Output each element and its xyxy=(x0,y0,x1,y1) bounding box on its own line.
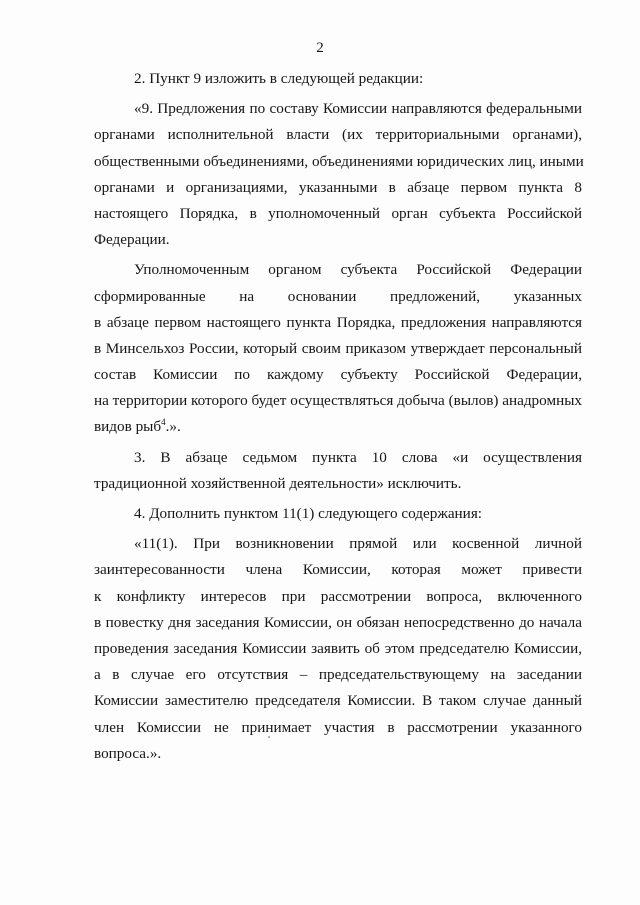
paragraph-authorized-body xyxy=(94,257,582,440)
text-line: 4. Дополнить пунктом 11(1) следующего содержания: xyxy=(134,505,483,522)
text-line: 2. Пункт 9 изложить в следующей редакции: xyxy=(134,70,424,87)
text-line: в повестку дня заседания Комиссии, он обязан непосредственно до начала xyxy=(94,613,582,631)
text-line: в абзаце первом настоящего пункта Порядка, предложения направляются xyxy=(94,313,582,331)
text-line: член Комиссии не принимает участия в рассмотрении указанного xyxy=(94,718,582,736)
text-line: органами и организациями, указанными в абзаце первом пункта 8 xyxy=(94,178,582,196)
paragraph-item-9-text xyxy=(94,96,582,253)
text-line: проведения заседания Комиссии заявить об этом председателю Комиссии, xyxy=(94,639,582,657)
text-line: традиционной хозяйственной деятельности» исключить. xyxy=(94,474,462,492)
document-body xyxy=(94,66,582,767)
text-fragment: .». xyxy=(165,418,181,436)
text-line: к конфликту интересов при рассмотрении вопроса, включенного xyxy=(94,587,582,605)
text-line: состав Комиссии по каждому субъекту Российской Федерации, xyxy=(94,366,582,384)
text-line: общественными объединениями, объединениями юридических лиц, иными xyxy=(94,152,584,170)
text-line: на территории которого будет осуществляться добыча (вылов) анадромных xyxy=(94,392,582,410)
paragraph-item-3 xyxy=(94,445,582,497)
text-line: сформированные на основании предложений, указанных xyxy=(94,287,582,305)
text-line: Федерации. xyxy=(94,231,170,249)
text-line: Уполномоченным органом субъекта Российской Федерации xyxy=(134,261,582,279)
page-number: 2 xyxy=(316,40,324,56)
text-line: органами исполнительной власти (их территориальными органами), xyxy=(94,126,582,144)
text-line: настоящего Порядка, в уполномоченный орган субъекта Российской xyxy=(94,204,582,222)
text-line: «9. Предложения по составу Комиссии направляются федеральными xyxy=(134,100,582,118)
paragraph-item-11-1-text xyxy=(94,531,582,767)
footnote-reference[interactable]: 4 xyxy=(161,417,166,428)
text-line: Комиссии заместителю председателя Комиссии. В таком случае данный xyxy=(94,692,582,710)
text-fragment: видов рыб xyxy=(94,418,162,436)
paragraph-item-2-heading xyxy=(94,66,582,92)
text-line xyxy=(94,414,582,440)
text-line: в Минсельхоз России, который своим приказом утверждает персональный xyxy=(94,339,582,357)
text-line: а в случае его отсутствия – председательствующему на заседании xyxy=(94,666,582,684)
scan-speck xyxy=(268,736,270,738)
text-line: 3. В абзаце седьмом пункта 10 слова «и осуществления xyxy=(134,448,582,466)
text-line: вопроса.». xyxy=(94,744,162,762)
text-line: заинтересованности члена Комиссии, которая может привести xyxy=(94,561,582,579)
text-line: «11(1). При возникновении прямой или косвенной личной xyxy=(134,535,582,553)
paragraph-item-4 xyxy=(94,501,582,527)
